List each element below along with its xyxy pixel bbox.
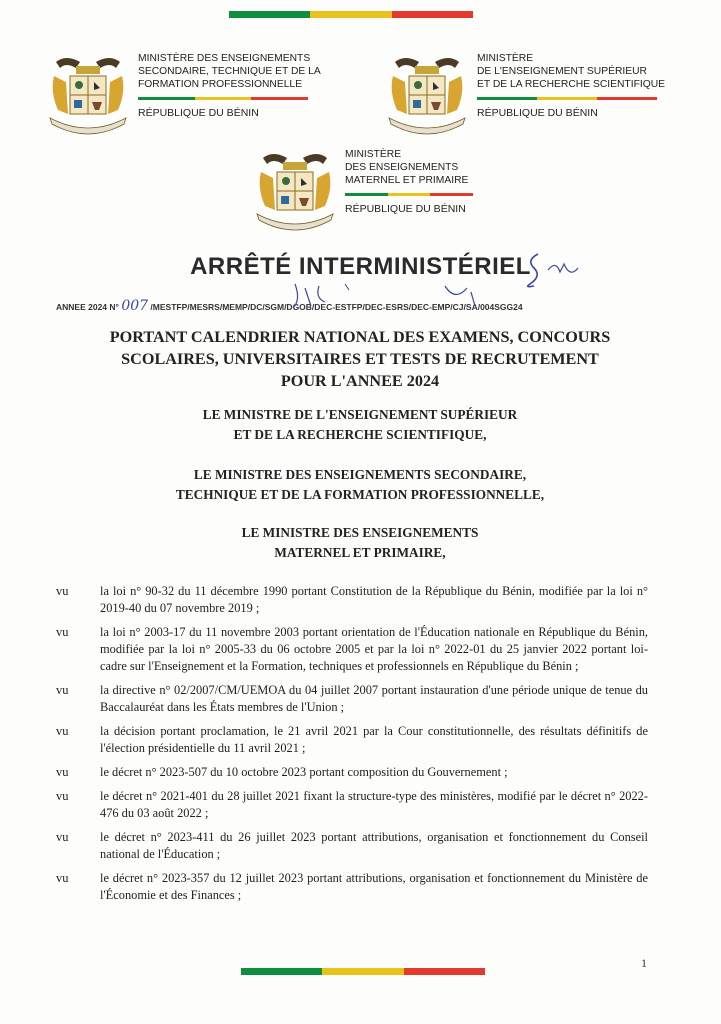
ministry-flag-stripe (345, 193, 473, 196)
handwritten-signature-icon (520, 250, 590, 292)
benin-coat-of-arms-icon (253, 148, 337, 236)
visa-item (56, 682, 648, 716)
ministry-name-line: MINISTÈRE DES ENSEIGNEMENTS (138, 53, 311, 64)
bottom-flag-bar (241, 968, 485, 975)
page-number: 1 (641, 956, 647, 970)
ministry-header-secondary (46, 52, 321, 140)
handwritten-initials-icon (285, 278, 505, 312)
visa-text: la décision portant proclamation, le 21 avril 2021 par la Cour constitutionnelle, des résultats définitifs de l'élection présidentielle du 11 avril 2021 ; (100, 724, 648, 755)
ministry-header-primary (253, 148, 473, 236)
visa-list (56, 583, 648, 911)
visa-item (56, 583, 648, 617)
benin-coat-of-arms-icon (385, 52, 469, 140)
reference-prefix: ANNEE 2024 N° (56, 302, 119, 312)
ministry-header-higher-education (385, 52, 665, 140)
visa-label: vu (56, 789, 69, 803)
ministry-flag-stripe (138, 97, 308, 100)
ministry-name-block (477, 52, 665, 120)
visa-label: vu (56, 830, 69, 844)
visa-item (56, 624, 648, 675)
ministry-name-line: FORMATION PROFESSIONNELLE (138, 79, 303, 90)
visa-label: vu (56, 683, 69, 697)
visa-item (56, 723, 648, 757)
visa-text: la loi n° 90-32 du 11 décembre 1990 portant Constitution de la République du Bénin, modifiée par la loi n° 2019-40 du 07 novembre 2019 ; (100, 584, 648, 615)
minister-line: LE MINISTRE DE L'ENSEIGNEMENT SUPÉRIEUR (202, 407, 518, 422)
ministry-name-line: MINISTÈRE (345, 149, 402, 160)
minister-line: LE MINISTRE DES ENSEIGNEMENTS SECONDAIRE, (193, 467, 527, 482)
republic-label: RÉPUBLIQUE DU BÉNIN (138, 107, 259, 119)
visa-text: la directive n° 02/2007/CM/UEMOA du 04 juillet 2007 portant instauration d'une période unique de tenue du Baccalauréat dans les États membres de l'Union ; (100, 683, 648, 714)
handwritten-reference-number: 007 (121, 298, 149, 314)
visa-text: le décret n° 2021-401 du 28 juillet 2021 fixant la structure-type des ministères, modifié par le décret n° 2022-476 du 03 août 2022 ; (100, 789, 648, 820)
minister-line: TECHNIQUE ET DE LA FORMATION PROFESSIONNELLE, (175, 487, 545, 502)
minister-higher-education (60, 405, 660, 445)
minister-line: MATERNEL ET PRIMAIRE, (274, 545, 446, 560)
visa-label: vu (56, 625, 69, 639)
minister-line: ET DE LA RECHERCHE SCIENTIFIQUE, (233, 427, 487, 442)
visa-label: vu (56, 584, 69, 598)
ministry-name-block (345, 148, 473, 216)
ministry-name-block (138, 52, 321, 120)
minister-primary-education (60, 523, 660, 563)
minister-line: LE MINISTRE DES ENSEIGNEMENTS (241, 525, 479, 540)
visa-text: le décret n° 2023-507 du 10 octobre 2023 portant composition du Gouvernement ; (100, 765, 508, 779)
ministry-name-line: ET DE LA RECHERCHE SCIENTIFIQUE (477, 79, 666, 90)
visa-text: le décret n° 2023-411 du 26 juillet 2023 portant attributions, organisation et fonctionnement du Conseil national de l'Éducation ; (100, 830, 648, 861)
visa-label: vu (56, 724, 69, 738)
republic-label: RÉPUBLIQUE DU BÉNIN (477, 107, 598, 119)
visa-item (56, 870, 648, 904)
document-subject (60, 326, 660, 392)
ministry-name-line: MATERNEL ET PRIMAIRE (345, 175, 469, 186)
visa-label: vu (56, 765, 69, 779)
subject-line: POUR L'ANNEE 2024 (280, 372, 440, 390)
visa-text: la loi n° 2003-17 du 11 novembre 2003 portant orientation de l'Éducation nationale en République du Bénin, modifiée par la loi n° 2005-33 du 06 octobre 2005 et par la loi n° 2022-01 du 25 janvier 2022 portant loi-cadre sur l'Enseignement et la Formation, techniques et professionnels en République du Bénin ; (100, 625, 648, 673)
reference-suffix: /MESTFP/MESRS/MEMP/DC/SGM/DGOB/DEC-ESTFP/DEC-ESRS/DEC-EMP/CJ/SA/004SGG24 (150, 302, 523, 312)
visa-text: le décret n° 2023-357 du 12 juillet 2023 portant attributions, organisation et fonctionnement du Ministère de l'Économie et des Finances ; (100, 871, 648, 902)
visa-item (56, 788, 648, 822)
ministry-name-line: DES ENSEIGNEMENTS (345, 162, 459, 173)
document-title: ARRÊTÉ INTERMINISTÉRIEL (190, 253, 531, 280)
ministry-flag-stripe (477, 97, 657, 100)
subject-line: PORTANT CALENDRIER NATIONAL DES EXAMENS, CONCOURS (109, 328, 611, 346)
ministry-name-line: SECONDAIRE, TECHNIQUE ET DE LA (138, 66, 321, 77)
benin-coat-of-arms-icon (46, 52, 130, 140)
visa-item (56, 829, 648, 863)
visa-item (56, 764, 648, 781)
republic-label: RÉPUBLIQUE DU BÉNIN (345, 203, 466, 215)
ministry-name-line: DE L'ENSEIGNEMENT SUPÉRIEUR (477, 66, 647, 77)
ministry-name-line: MINISTÈRE (477, 53, 534, 64)
visa-label: vu (56, 871, 69, 885)
minister-secondary-education (60, 465, 660, 505)
top-flag-bar (229, 11, 473, 18)
subject-line: SCOLAIRES, UNIVERSITAIRES ET TESTS DE RECRUTEMENT (121, 350, 599, 368)
